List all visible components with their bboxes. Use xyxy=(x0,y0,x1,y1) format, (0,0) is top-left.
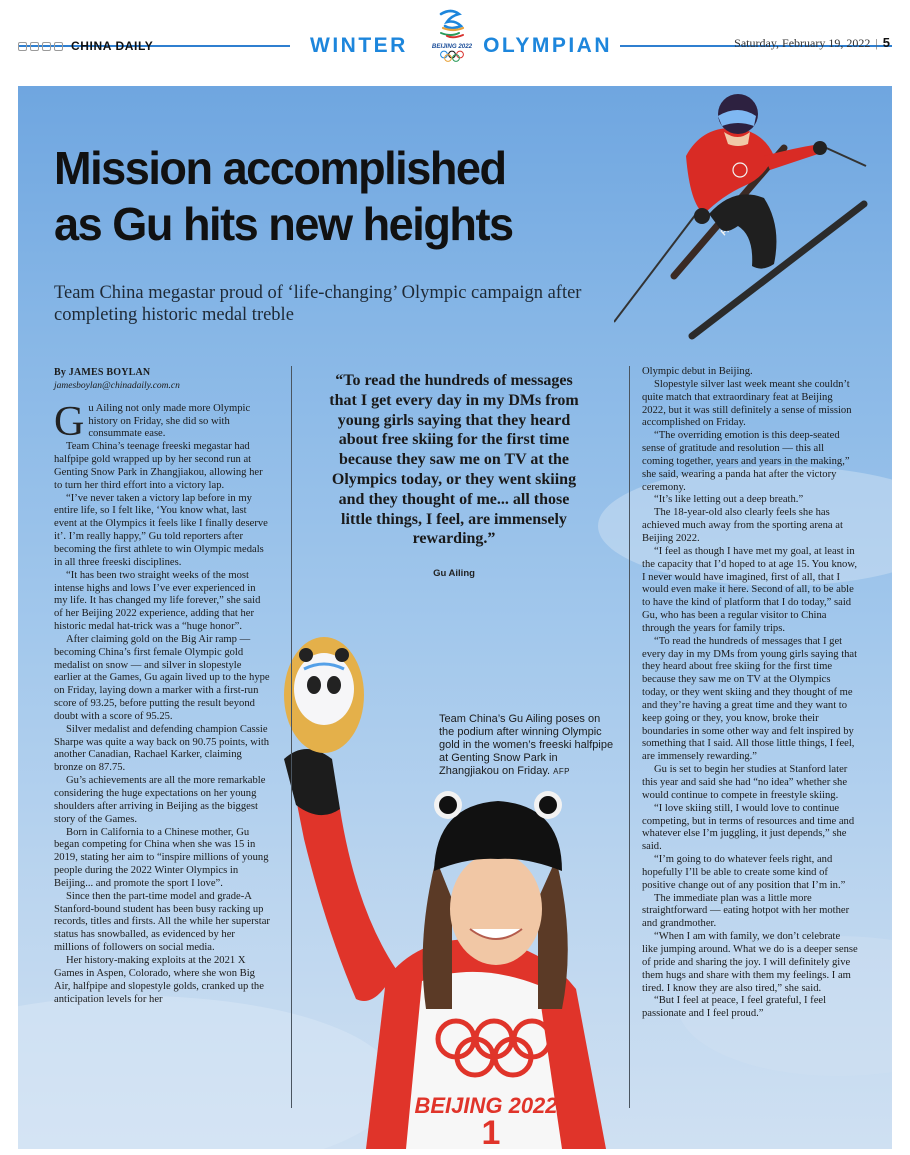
headline xyxy=(54,140,642,252)
paragraph: Olympic debut in Beijing. xyxy=(642,366,753,377)
paragraph: “It has been two straight weeks of the most intense highs and lows I’ve ever experienced in my life. It has changed my life forever,” she said of her Beijing 2022 experience, adding that her historic medal hat-trick was a “huge honor”. xyxy=(54,569,261,633)
paragraph: “I feel as though I have met my goal, at least in the capacity that I’d hoped to at age 15. You know, I never would have imagined, first of all, that I would even make it here. Second of all, to be able to have the kind of platform that I do today,” said Gu, who has been a regular visitor to China through the years for family trips. xyxy=(642,545,857,634)
bib-text: BEIJING 2022 xyxy=(414,1093,558,1118)
column-divider-right xyxy=(629,366,630,1108)
paragraph: “I’ve never taken a victory lap before in my entire life, so I felt like, ‘You know what, last event at the Olympics it feels like I finally deserve it’. I’m really happy,” Gu told reporters after becoming the first athlete to win Olympic medals in all three freeski disciplines. xyxy=(54,492,268,568)
paragraph: Gu’s achievements are all the more remarkable considering the huge expectations on her young shoulders after arriving in Beijing as the biggest story of the Games. xyxy=(54,775,266,825)
paragraph: Her history-making exploits at the 2021 X Games in Aspen, Colorado, where she won Big Air, halfpipe and slopestyle golds, cranked up the anticipation levels for her xyxy=(54,954,264,1005)
paragraph: Born in California to a Chinese mother, Gu began competing for China when she was 15 in 2019, stating her aim to “inspire millions of young people during the 2022 Winter Olympics in Beijing... and promote the sport I love”. xyxy=(54,826,269,889)
paragraph: After claiming gold on the Big Air ramp — becoming China’s first female Olympic gold medalist on snow — and silver in slopestyle earlier at the Games, Gu again lived up to the hype on Friday, laying down a marker with a first-run score of 93.25, before putting the result beyond doubt with a score of 95.25. xyxy=(54,633,270,722)
photo-credit: AFP xyxy=(553,767,570,776)
paragraph: Team China’s teenage freeski megastar had halfpipe gold wrapped up by her second run at Genting Snow Park in Zhangjiakou, allowing her to turn her third effort into a victory lap. xyxy=(54,441,263,491)
pull-quote: “To read the hundreds of messages that I get every day in my DMs from young girls saying that they heard about free skiing for the first time because they saw me on TV at the Olympics today, or they went skiing and they thought of me... all those little things, I feel, are immensely rewarding.” xyxy=(329,372,579,548)
article-column-3 xyxy=(642,366,858,1021)
paragraph: Gu is set to begin her studies at Stanford later this year and said she had “no idea” whether she would continue to compete in freestyle skiing. xyxy=(642,764,848,801)
paragraph: “I’m going to do whatever feels right, and hopefully I’ll be able to create some kind of positive change out of any position that I’m in.” xyxy=(642,854,846,891)
separator: | xyxy=(875,36,878,50)
pull-quote-attribution: Gu Ailing xyxy=(433,568,475,579)
byline: By JAMES BOYLAN xyxy=(54,367,151,378)
issue-info xyxy=(734,35,890,51)
paragraph: Since then the part-time model and grade-A Stanford-bound student has been busy racking up records, titles and firsts. All the while her superstar status has snowballed, as evidenced by her millions of followers on social media. xyxy=(54,890,270,954)
gu-ailing-podium-image xyxy=(276,609,636,1149)
headline-line-2: as Gu hits new heights xyxy=(54,198,513,250)
masthead xyxy=(18,0,892,68)
section-word-right: OLYMPIAN xyxy=(483,34,612,57)
paragraph: The 18-year-old also clearly feels she has achieved much away from the sporting arena at Beijing 2022. xyxy=(642,507,843,544)
paragraph: “It’s like letting out a deep breath.” xyxy=(654,494,804,506)
author-email[interactable]: jamesboylan@chinadaily.com.cn xyxy=(54,380,180,391)
section-word-left: WINTER xyxy=(310,34,408,57)
paper-name: CHINA DAILY xyxy=(71,39,154,53)
photo-caption xyxy=(439,713,617,778)
chinese-characters-logo xyxy=(18,42,63,51)
headline-line-1: Mission accomplished xyxy=(54,142,506,194)
issue-date: Saturday, February 19, 2022 xyxy=(734,36,871,50)
airborne-skier-image xyxy=(614,86,874,356)
paragraph: “But I feel at peace, I feel grateful, I feel passionate and I feel proud.” xyxy=(642,995,827,1020)
paragraph: The immediate plan was a little more straightforward — eating hotpot with her mother and grandmother. xyxy=(642,892,850,930)
beijing-2022-emblem-icon xyxy=(429,6,475,64)
subheadline: Team China megastar proud of ‘life-changing’ Olympic campaign after completing historic medal treble xyxy=(54,283,582,325)
paragraph: Slopestyle silver last week meant she couldn’t quite match that extraordinary feat at Beijing 2022, but it was still definitely a sense of mission accomplished on Friday. xyxy=(642,378,852,429)
paragraph: “The overriding emotion is this deep-seated sense of gratitude and resolution — this all coming together, years and years in the making,” she said, wearing a panda hat after the victory ceremony. xyxy=(642,430,850,493)
paragraph: “When I am with family, we don’t celebrate like jumping around. What we do is a deeper sense of pride and sharing the joy. I will definitely give them hugs and share with them my feelings. I am tired. I know they are also tired,” she said. xyxy=(642,931,858,994)
column-divider-left xyxy=(291,366,292,1108)
bib-number: 1 xyxy=(481,1114,501,1149)
emblem-label: BEIJING 2022 xyxy=(431,43,473,50)
paragraph: “To read the hundreds of messages that I get every day in my DMs from young girls saying that they heard about free skiing for the first time because they saw me on TV at the Olympics today, or they went skiing and they thought of me and they’re having a great time and they want to keep going or they, you know, broke their boundaries in some other way and felt inspired by something that I said. All those little things, I feel, are immensely rewarding.” xyxy=(642,635,858,763)
caption-text: Team China’s Gu Ailing poses on the podium after winning Olympic gold in the women’s freeski halfpipe at Genting Snow Park in Zhangjiakou on Friday. xyxy=(439,713,614,777)
paragraph: “I love skiing still, I would love to continue competing, but in terms of resources and time and whatever else I’m juggling, it just depends,” she said. xyxy=(642,802,855,853)
section-title xyxy=(308,4,612,66)
page-number: 5 xyxy=(882,35,890,50)
paragraph: Silver medalist and defending champion Cassie Sharpe was quite a way back on 90.75 points, with another Canadian, Rachael Karker, claiming bronze on 87.75. xyxy=(54,723,270,774)
article-column-1 xyxy=(54,367,270,1006)
paper-brand[interactable] xyxy=(18,36,153,56)
paragraph: Gu Ailing not only made more Olympic history on Friday, she did so with consummate ease. xyxy=(54,398,251,445)
